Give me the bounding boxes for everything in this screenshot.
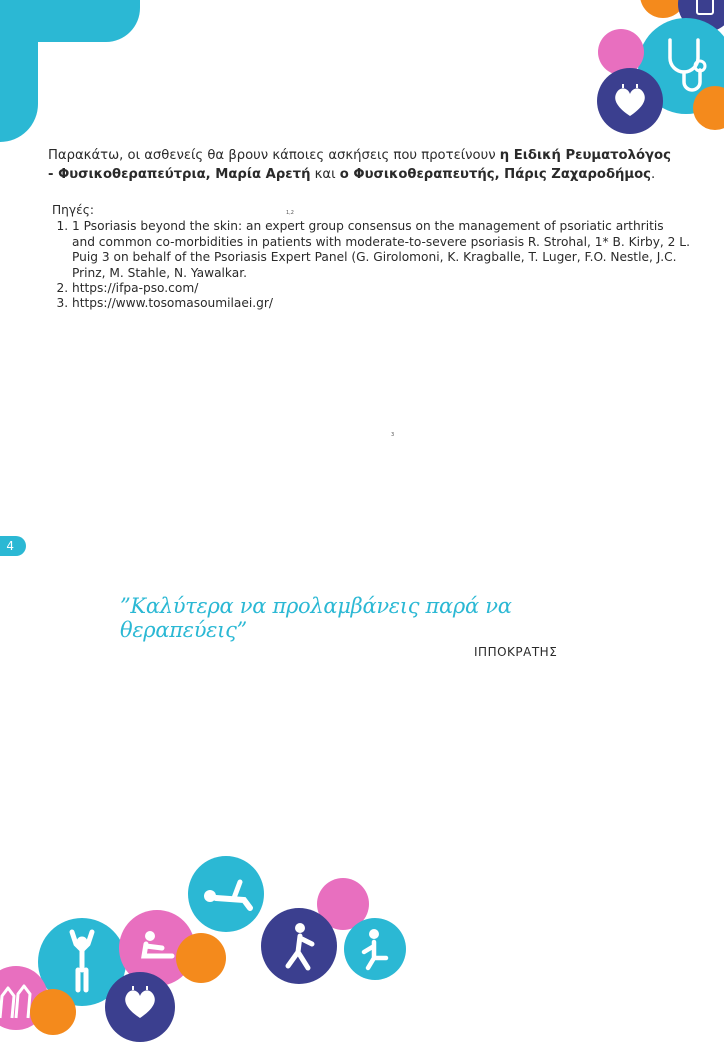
intro-paragraph <box>48 146 678 184</box>
kneeling-person-icon <box>360 928 390 970</box>
intro-text-2: και <box>310 167 340 182</box>
orange-circle-right <box>693 86 724 130</box>
orange-circle-bottom-left <box>30 989 76 1035</box>
intro-text-1: Παρακάτω, οι ασθενείς θα βρουν κάποιες ασκήσεις που προτείνουν <box>48 148 500 163</box>
stretching-person-icon <box>66 930 98 994</box>
stethoscope-icon <box>660 36 714 92</box>
corner-decoration-strip <box>0 42 38 142</box>
heart-icon <box>611 82 649 120</box>
intro-author-2: ο Φυσικοθεραπευτής, Πάρις Ζαχαροδήμος <box>339 167 651 182</box>
orange-circle-bottom <box>176 933 226 983</box>
sources-list <box>50 219 690 311</box>
plank-person-icon <box>200 876 256 912</box>
superscript-ref-1: 1,2 <box>286 210 294 216</box>
superscript-ref-2: 3 <box>391 432 395 438</box>
lunge-person-icon <box>280 922 316 972</box>
source-item[interactable]: 3. https://www.tosomasoumilaei.gr/ <box>72 296 690 311</box>
heart-icon <box>121 984 159 1022</box>
intro-author-1: η Ειδική Ρευματολόγος - Φυσικοθεραπεύτρια, Μαρία Αρετή <box>48 148 671 182</box>
quote-author: ΙΠΠΟΚΡΑΤΗΣ <box>474 645 558 659</box>
source-item[interactable]: 2. https://ifpa-pso.com/ <box>72 281 690 296</box>
page-number: 4 <box>0 536 26 556</box>
sitting-stretch-icon <box>138 930 178 960</box>
intro-text-3: . <box>651 167 656 182</box>
quote-text: ”Καλύτερα να προλαμβάνεις παρά να θεραπεύεις” <box>120 594 512 642</box>
clipboard-icon <box>694 0 718 18</box>
corner-decoration <box>0 0 140 42</box>
source-item: 1. 1 Psoriasis beyond the skin: an expert group consensus on the management of psoriatic arthritis and common co-morbidities in patients with moderate-to-severe psoriasis R. Strohal, 1* B. Kirby, 2 L. Puig 3 on behalf of the Psoriasis Expert Panel (G. Girolomoni, K. Kragballe, T. Luger, F.O. Nestle, J.C. Prinz, M. Stahle, N. Yawalkar. <box>72 219 690 281</box>
sources-section <box>50 203 690 312</box>
sources-title: Πηγές: <box>52 203 94 217</box>
